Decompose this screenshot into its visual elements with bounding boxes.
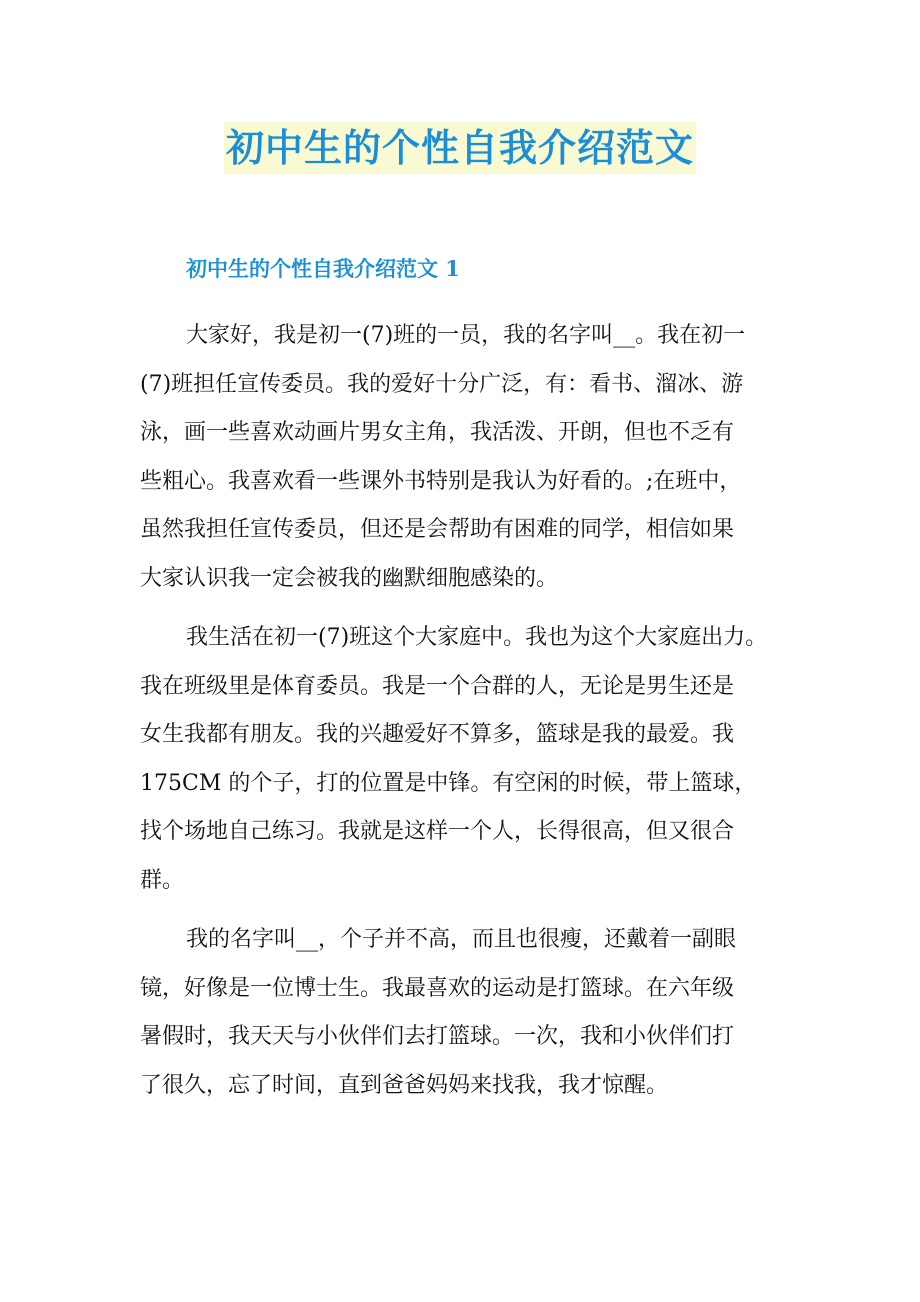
- paragraph-line: 暑假时，我天天与小伙伴们去打篮球。一次，我和小伙伴们打: [140, 1024, 735, 1049]
- paragraph-line: 了很久，忘了时间，直到爸爸妈妈来找我，我才惊醒。: [140, 1072, 669, 1098]
- paragraph-line: 虽然我担任宣传委员，但还是会帮助有困难的同学，相信如果: [140, 517, 735, 542]
- paragraph-line: 我生活在初一(7)班这个大家庭中。我也为这个大家庭出力。: [186, 625, 768, 650]
- paragraph-3: [140, 916, 800, 1110]
- section-heading: 初中生的个性自我介绍范文 1: [186, 256, 460, 281]
- paragraph-line: (7)班担任宣传委员。我的爱好十分广泛，有：看书、溜冰、游: [140, 371, 744, 397]
- paragraph-line: 镜，好像是一位博士生。我最喜欢的运动是打篮球。在六年级: [140, 975, 735, 1001]
- title-container: [0, 122, 920, 174]
- paragraph-line: 我在班级里是体育委员。我是一个合群的人，无论是男生还是: [140, 673, 735, 699]
- paragraph-2: [140, 614, 800, 905]
- document-title: 初中生的个性自我介绍范文: [224, 122, 696, 174]
- paragraph-line: 群。: [140, 867, 185, 893]
- paragraph-1: [140, 312, 800, 603]
- paragraph-line: 泳，画一些喜欢动画片男女主角，我活泼、开朗，但也不乏有: [140, 420, 735, 445]
- paragraph-line: 大家认识我一定会被我的幽默细胞感染的。: [140, 565, 559, 591]
- paragraph-line: 我的名字叫__，个子并不高，而且也很瘦，还戴着一副眼: [186, 927, 737, 952]
- paragraph-line: 大家好，我是初一(7)班的一员，我的名字叫__。我在初一: [186, 323, 746, 348]
- paragraph-line: 找个场地自己练习。我就是这样一个人，长得很高，但又很合: [140, 819, 735, 844]
- paragraph-line: 些粗心。我喜欢看一些课外书特别是我认为好看的。;在班中，: [140, 468, 742, 494]
- paragraph-line: 女生我都有朋友。我的兴趣爱好不算多，篮球是我的最爱。我: [140, 722, 735, 747]
- paragraph-line: 175CM 的个子，打的位置是中锋。有空闲的时候，带上篮球，: [140, 770, 757, 796]
